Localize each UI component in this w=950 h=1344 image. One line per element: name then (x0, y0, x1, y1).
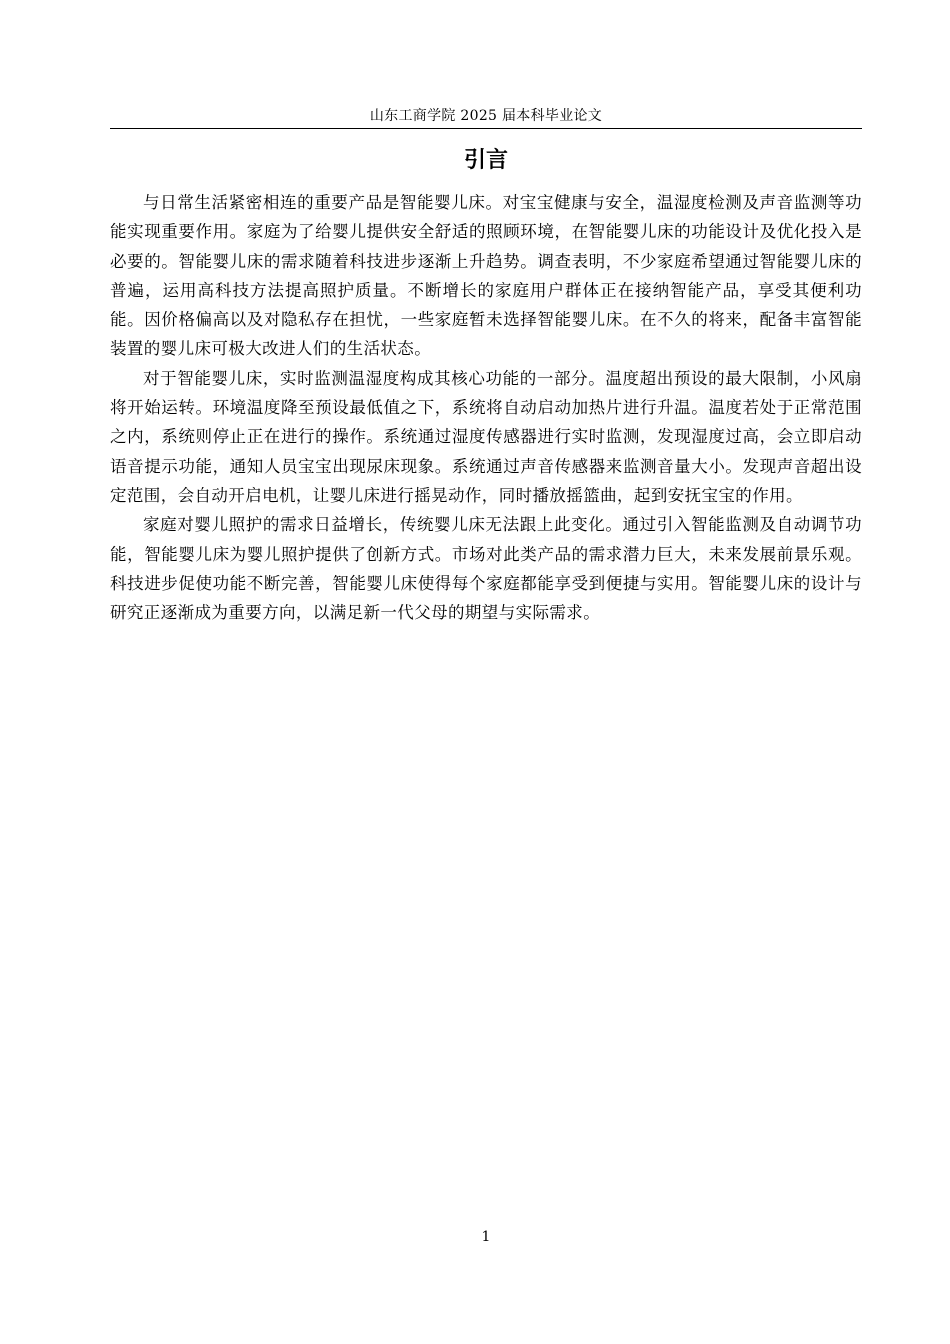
paragraph-3: 家庭对婴儿照护的需求日益增长，传统婴儿床无法跟上此变化。通过引入智能监测及自动调节功能，智能婴儿床为婴儿照护提供了创新方式。市场对此类产品的需求潜力巨大，未来发展前景乐观。科技进步促使功能不断完善，智能婴儿床使得每个家庭都能享受到便捷与实用。智能婴儿床的设计与研究正逐渐成为重要方向，以满足新一代父母的期望与实际需求。 (110, 515, 862, 623)
section-body (110, 188, 862, 627)
section-title: 引言 (463, 148, 508, 173)
paragraph-1: 与日常生活紧密相连的重要产品是智能婴儿床。对宝宝健康与安全，温湿度检测及声音监测等功能实现重要作用。家庭为了给婴儿提供安全舒适的照顾环境，在智能婴儿床的功能设计及优化投入是必要的。智能婴儿床的需求随着科技进步逐渐上升趋势。调查表明，不少家庭希望通过智能婴儿床的普遍，运用高科技方法提高照护质量。不断增长的家庭用户群体正在接纳智能产品，享受其便利功能。因价格偏高以及对隐私存在担忧，一些家庭暂未选择智能婴儿床。在不久的将来，配备丰富智能装置的婴儿床可极大改进人们的生活状态。 (110, 193, 862, 359)
page-number: 1 (481, 1229, 491, 1245)
header-divider (110, 128, 862, 129)
running-header: 山东工商学院 2025 届本科毕业论文 (369, 108, 603, 124)
paragraph-2: 对于智能婴儿床，实时监测温湿度构成其核心功能的一部分。温度超出预设的最大限制，小风扇将开始运转。环境温度降至预设最低值之下，系统将自动启动加热片进行升温。温度若处于正常范围之内，系统则停止正在进行的操作。系统通过湿度传感器进行实时监测，发现湿度过高，会立即启动语音提示功能，通知人员宝宝出现尿床现象。系统通过声音传感器来监测音量大小。发现声音超出设定范围，会自动开启电机，让婴儿床进行摇晃动作，同时播放摇篮曲，起到安抚宝宝的作用。 (110, 368, 862, 505)
